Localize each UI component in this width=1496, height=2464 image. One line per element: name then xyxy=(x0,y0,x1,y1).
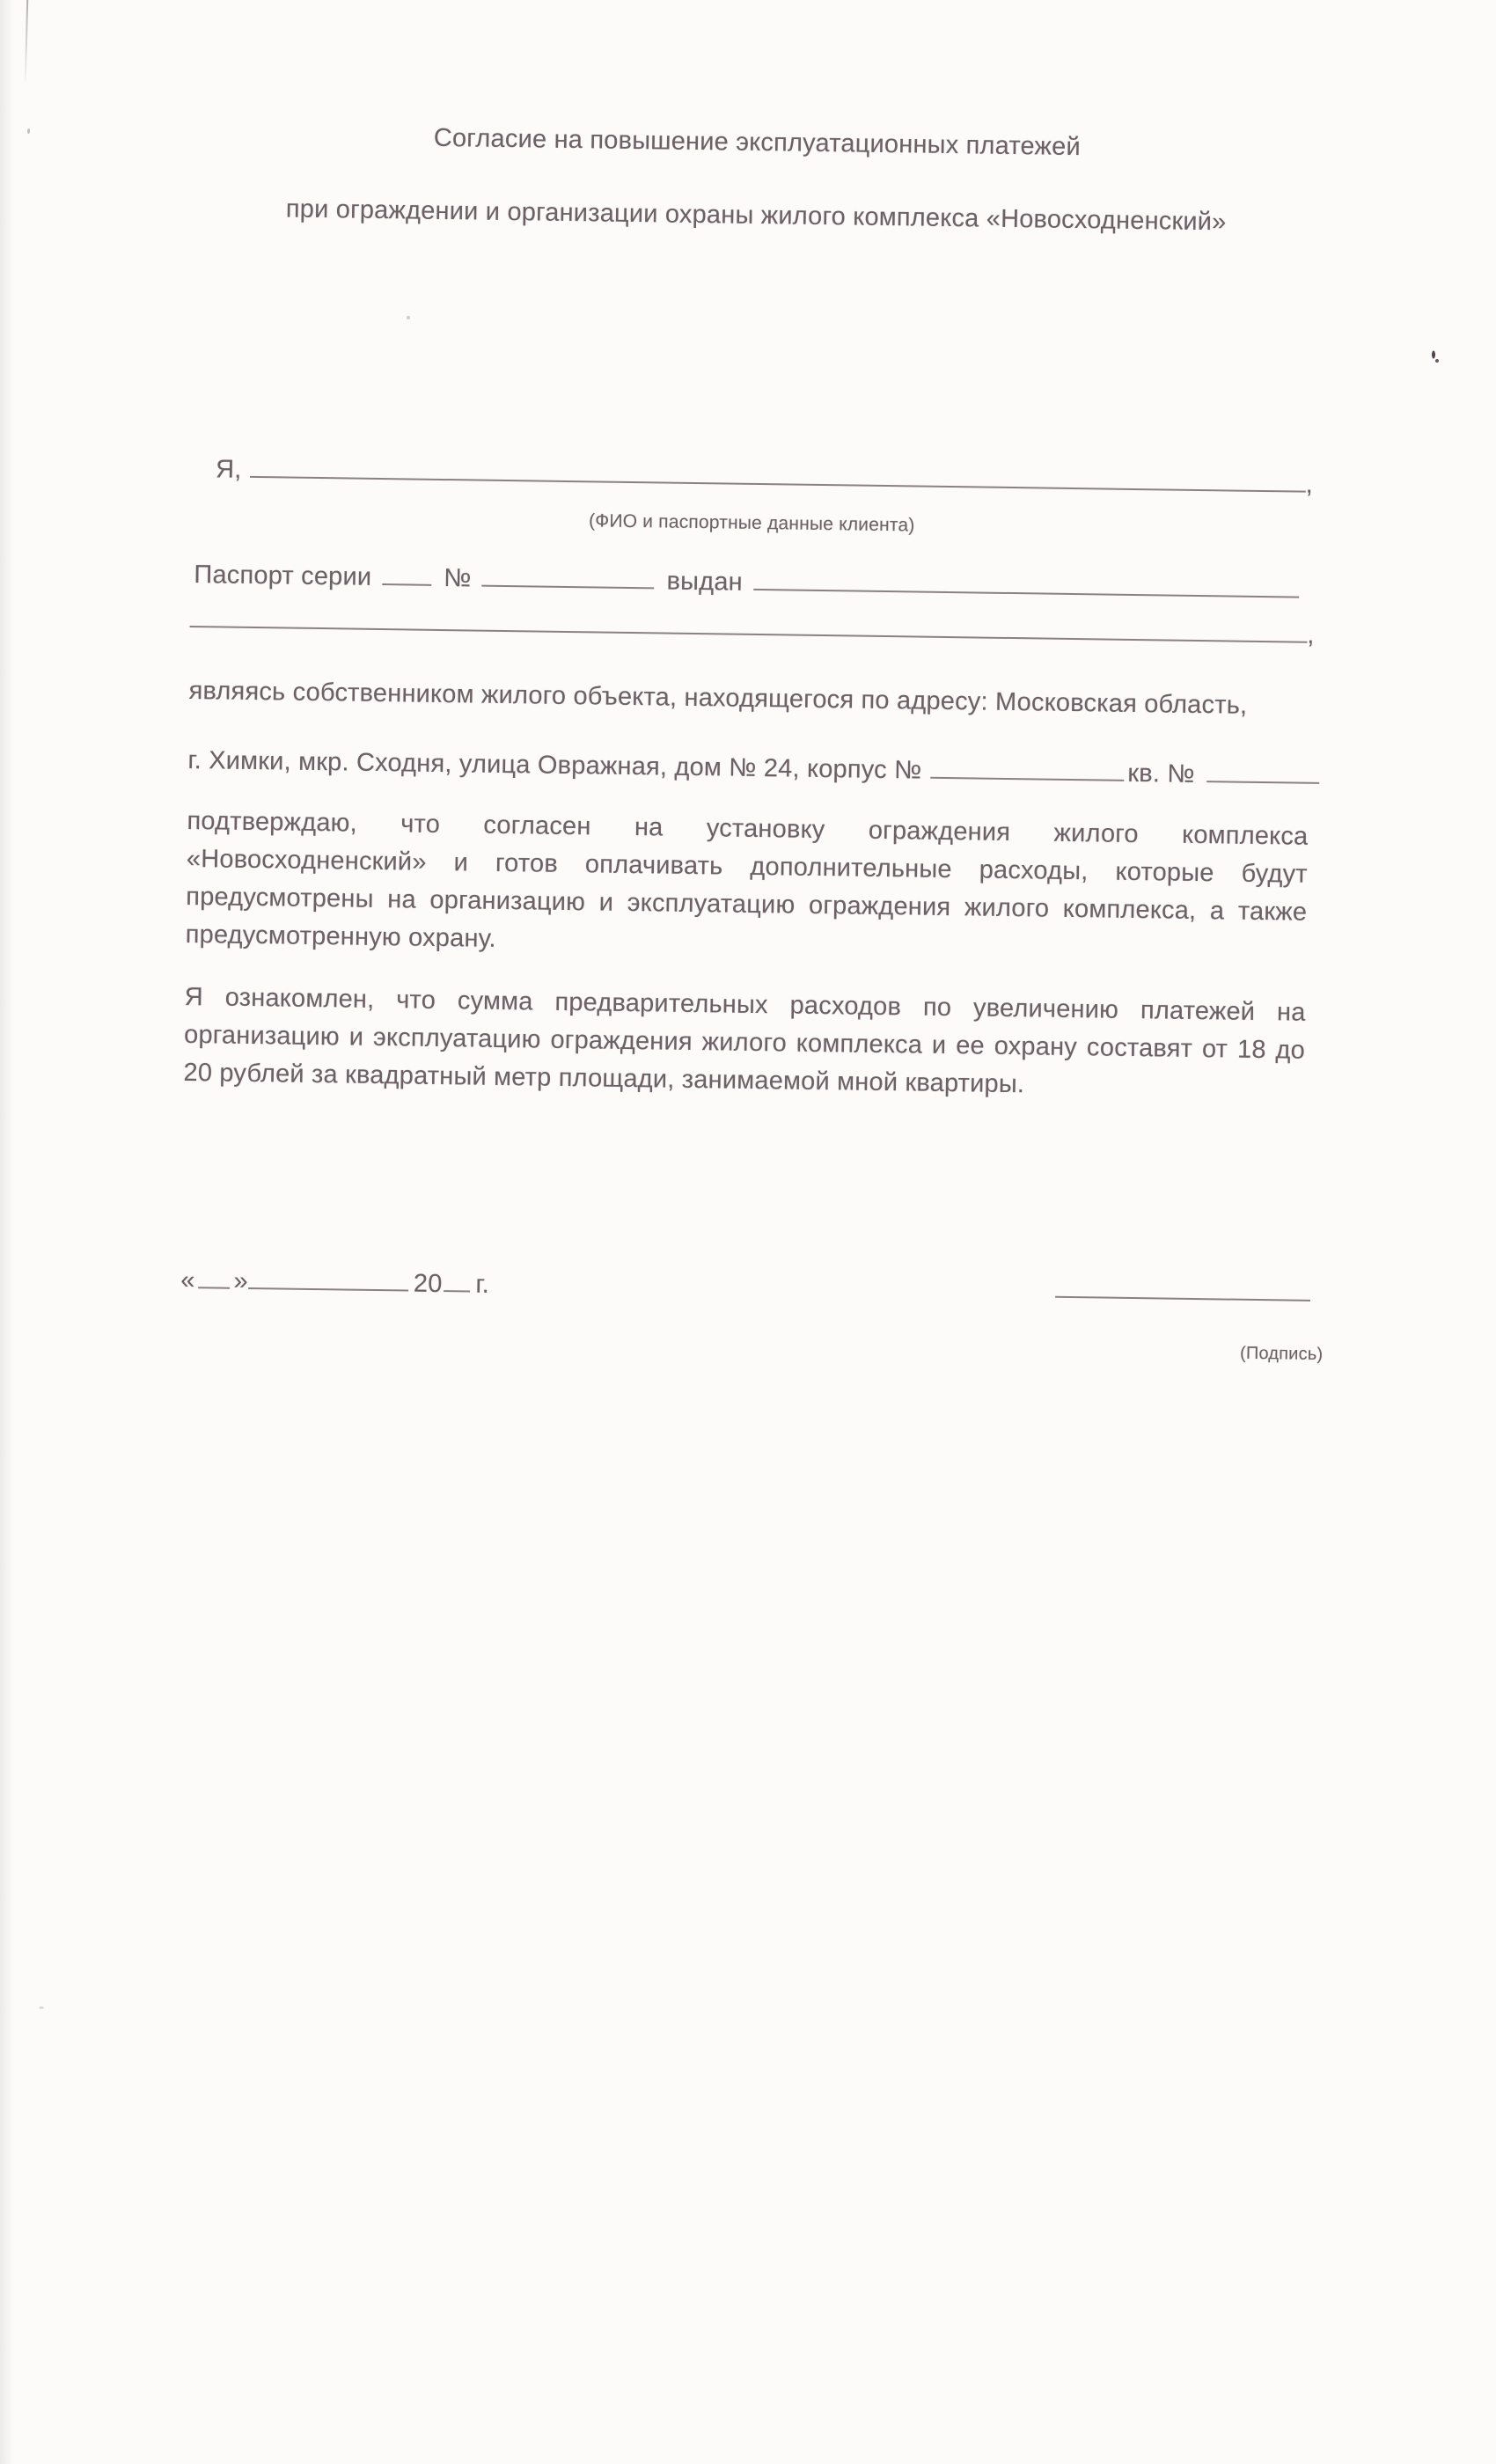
document-title-line1: Согласие на повышение эксплуатационных платежей xyxy=(433,123,1082,162)
name-row-label: Я, xyxy=(215,455,242,484)
paragraph-line: «Новосходненский» и готов оплачивать дополнительные расходы, которые будут xyxy=(186,844,1309,889)
paragraph-line: подтверждаю, что согласен на установку ограждения жилого комплекса xyxy=(187,806,1309,851)
date-century: 20 xyxy=(413,1269,443,1299)
date-day-blank xyxy=(198,1278,230,1289)
apartment-number-blank xyxy=(1207,772,1320,784)
paragraph-line: предусмотрены на организацию и эксплуатацию ограждения жилого комплекса, а также xyxy=(186,882,1308,927)
date-close-quote: » xyxy=(233,1266,249,1295)
date-month-blank xyxy=(248,1279,408,1292)
paragraph-line: организацию и эксплуатацию ограждения жилого комплекса и ее охрану составят от 18 до xyxy=(183,1020,1306,1065)
passport-number-label: № xyxy=(444,564,472,593)
date-open-quote: « xyxy=(180,1265,195,1295)
date-row xyxy=(180,1261,709,1307)
name-row xyxy=(216,450,1313,503)
date-year-blank xyxy=(444,1281,470,1292)
passport-series-blank xyxy=(382,575,431,586)
passport-row xyxy=(194,555,1311,610)
owner-statement-line: являясь собственником жилого объекта, находящегося по адресу: Московская область, xyxy=(188,676,1248,720)
address-text: г. Химки, мкр. Сходня, улица Овражная, дом № 24, корпус № xyxy=(187,745,922,785)
continuation-comma: , xyxy=(1307,620,1315,649)
paragraph-line: Я ознакомлен, что сумма предварительных расходов по увеличению платежей на xyxy=(184,982,1306,1027)
consent-paragraph xyxy=(185,803,1308,970)
passport-issued-blank xyxy=(753,580,1300,598)
passport-issued-label: выдан xyxy=(666,567,744,597)
paragraph-line: предусмотренную охрану. xyxy=(185,920,496,953)
name-blank-field xyxy=(250,467,1305,493)
passport-series-label: Паспорт серии xyxy=(194,561,372,591)
building-number-blank xyxy=(930,768,1124,781)
continuation-blank-field xyxy=(190,617,1308,643)
signature-blank-line xyxy=(1055,1296,1310,1302)
signature-caption: (Подпись) xyxy=(1239,1343,1324,1365)
paragraph-line: 20 рублей за квадратный метр площади, занимаемой мной квартиры. xyxy=(183,1058,1025,1099)
acknowledgement-paragraph xyxy=(183,979,1306,1108)
name-row-comma: , xyxy=(1305,470,1314,499)
fio-caption: (ФИО и паспортные данные клиента) xyxy=(588,510,915,536)
passport-number-blank xyxy=(481,576,654,590)
apartment-label: кв. № xyxy=(1127,759,1195,788)
continuation-row xyxy=(189,600,1314,655)
document-title-line2: при ограждении и организации охраны жилого комплекса «Новосходненский» xyxy=(285,194,1227,237)
date-year-suffix: г. xyxy=(475,1270,490,1299)
address-row xyxy=(187,741,1319,796)
